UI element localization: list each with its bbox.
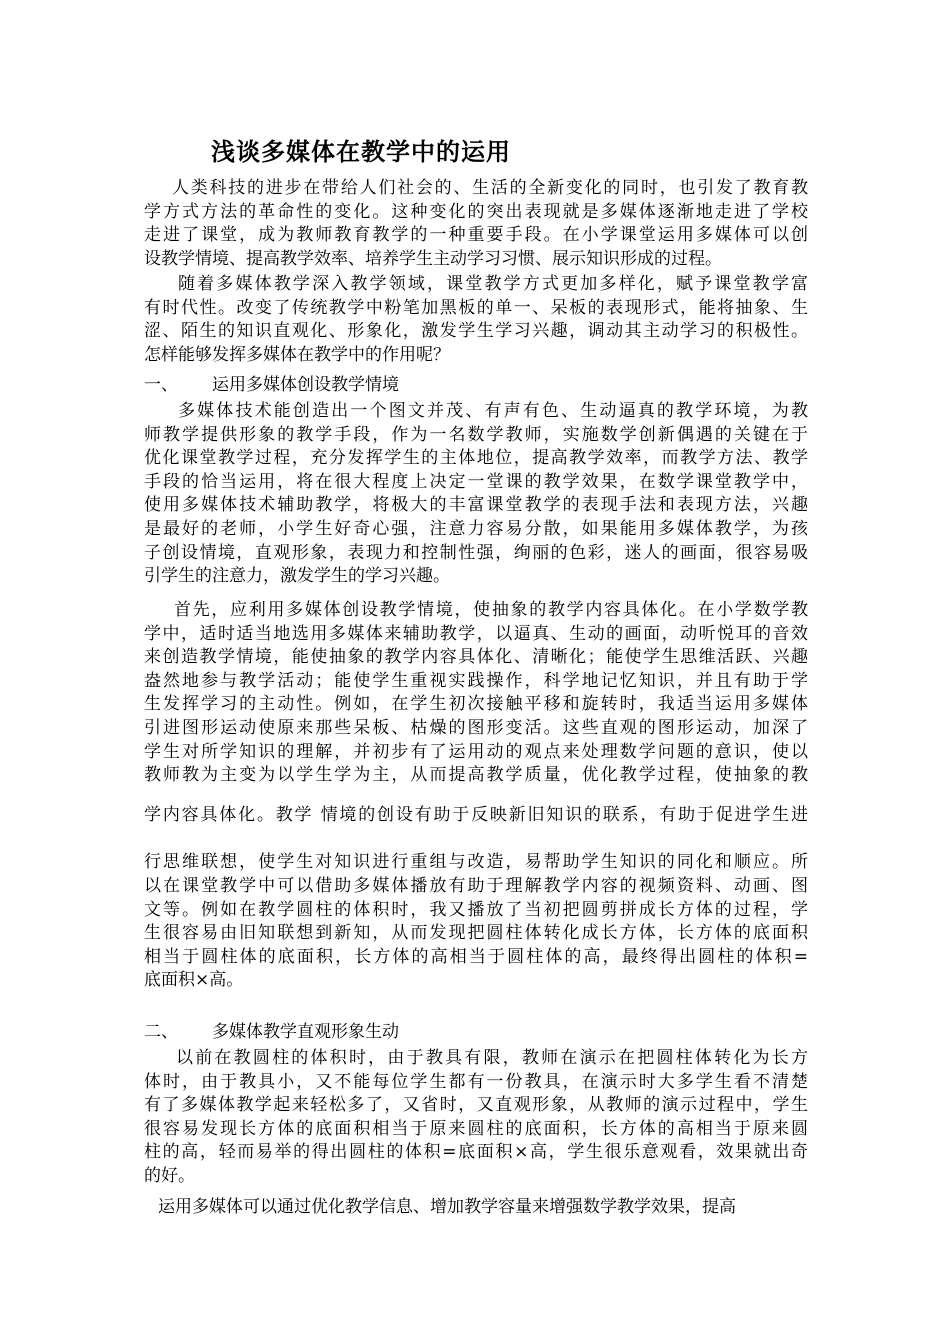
section-1-paragraph-1-line: 子创设情境，直观形象，表现力和控制性强，绚丽的色彩，迷人的画面，很容易吸 [144,542,808,563]
section-1-paragraph-2-line: 学内容具体化。教学 情境的创设有助于反映新旧知识的联系，有助于促进学生进 [144,804,808,825]
section-2-heading-number: 二、 [144,1022,178,1042]
section-1-paragraph-2-line: 文等。例如在教学圆柱的体积时，我又播放了当初把圆剪拼成长方体的过程，学 [144,899,808,920]
section-1-paragraph-2-line: 以在课堂教学中可以借助多媒体播放有助于理解教学内容的视频资料、动画、图 [144,876,808,896]
intro-paragraph-line: 学方式方法的革命性的变化。这种变化的突出表现就是多媒体逐渐地走进了学校 [144,201,808,222]
section-2-paragraph-1-line: 有了多媒体教学起来轻松多了，又省时，又直观形象，从教师的演示过程中，学生 [144,1095,808,1116]
section-2-paragraph-1-line: 以前在教圆柱的体积时，由于教具有限，教师在演示在把圆柱体转化为长方 [176,1048,808,1068]
paragraph-2-line: 随着多媒体教学深入教学领域，课堂教学方式更加多样化，赋予课堂教学富 [178,274,808,294]
section-1-heading-text: 运用多媒体创设教学情境 [212,375,399,395]
section-1-paragraph-1-line: 师教学提供形象的教学手段，作为一名数学教师，实施数学创新偶遇的关键在于 [144,424,808,445]
section-2-paragraph-1-line: 的好。 [144,1166,195,1186]
section-1-paragraph-2-line: 行思维联想，使学生对知识进行重组与改造，易帮助学生知识的同化和顺应。所 [144,852,808,873]
section-2-paragraph-1-line: 柱的高，轻而易举的得出圆柱的体积=底面积×高，学生很乐意观看，效果就出奇 [144,1142,808,1163]
section-1-paragraph-1-line: 优化课堂教学过程，充分发挥学生的主体地位，提高教学效率，而教学方法、教学 [144,448,808,469]
document-title: 浅谈多媒体在教学中的运用 [211,138,511,166]
section-1-paragraph-1-line: 使用多媒体技术辅助教学，将极大的丰富课堂教学的表现手法和表现方法，兴趣 [144,495,808,516]
section-1-paragraph-1-line: 手段的恰当运用，将在很大程度上决定一堂课的教学效果，在数学课堂教学中， [144,471,808,492]
section-1-heading [144,373,399,397]
intro-paragraph-line: 走进了课堂，成为教师教育教学的一种重要手段。在小学课堂运用多媒体可以创 [144,225,808,246]
paragraph-2-line: 有时代性。改变了传统教学中粉笔加黑板的单一、呆板的表现形式，能将抽象、生 [144,297,808,318]
section-1-paragraph-2-line: 学中，适时适当地选用多媒体来辅助教学，以逼真、生动的画面，动听悦耳的音效 [144,623,808,644]
paragraph-2-line: 涩、陌生的知识直观化、形象化，激发学生学习兴趣，调动其主动学习的积极性。 [144,321,808,342]
section-1-paragraph-1-line: 引学生的注意力，激发学生的学习兴趣。 [144,566,450,587]
section-1-paragraph-2-line: 生发挥学习的主动性。例如，在学生初次接触平移和旋转时，我适当运用多媒体 [144,694,808,715]
section-1-paragraph-2-line: 引进图形运动使原来那些呆板、枯燥的图形变活。这些直观的图形运动，加深了 [144,718,808,738]
paragraph-2-line: 怎样能够发挥多媒体在教学中的作用呢？ [144,344,450,365]
section-2-paragraph-2-line: 运用多媒体可以通过优化教学信息、增加教学容量来增强数学教学效果，提高 [158,1197,736,1217]
section-2-heading [144,1020,399,1044]
section-2-heading-text: 多媒体教学直观形象生动 [212,1022,399,1042]
section-1-paragraph-2-line: 生很容易由旧知联想到新知，从而发现把圆柱体转化成长方体，长方体的底面积 [144,923,808,944]
section-1-paragraph-2-line: 学生对所学知识的理解，并初步有了运用动的观点来处理数学问题的意识，使以 [144,741,808,762]
section-1-paragraph-2-line: 首先，应利用多媒体创设教学情境，使抽象的教学内容具体化。在小学数学教 [174,600,808,620]
section-2-paragraph-1-line: 很容易发现长方体的底面积相当于原来圆柱的底面积，长方体的高相当于原来圆 [144,1118,808,1139]
intro-paragraph-line: 设教学情境、提高教学效率、培养学生主动学习习惯、展示知识形成的过程。 [144,248,722,269]
section-1-paragraph-1-line: 多媒体技术能创造出一个图文并茂、有声有色、生动逼真的教学环境，为教 [178,401,808,421]
section-1-paragraph-2-line: 底面积×高。 [144,970,244,991]
section-1-paragraph-2-line: 来创造教学情境，能使抽象的教学内容具体化、清晰化；能使学生思维活跃、兴趣 [144,647,808,668]
section-1-paragraph-2-line: 相当于圆柱体的底面积，长方体的高相当于圆柱体的高，最终得出圆柱的体积= [144,946,808,967]
section-1-paragraph-2-line: 盎然地参与教学活动；能使学生重视实践操作，科学地记忆知识，并且有助于学 [144,670,808,691]
section-1-paragraph-1-line: 是最好的老师，小学生好奇心强，注意力容易分散，如果能用多媒体教学，为孩 [144,519,808,539]
section-1-heading-number: 一、 [144,375,178,395]
section-1-paragraph-2-line: 教师教为主变为以学生学为主，从而提高教学质量，优化教学过程，使抽象的教 [144,765,808,786]
section-2-paragraph-1-line: 体时，由于教具小，又不能每位学生都有一份教具，在演示时大多学生看不清楚 [144,1071,808,1092]
intro-paragraph-line: 人类科技的进步在带给人们社会的、生活的全新变化的同时，也引发了教育教 [172,178,808,198]
